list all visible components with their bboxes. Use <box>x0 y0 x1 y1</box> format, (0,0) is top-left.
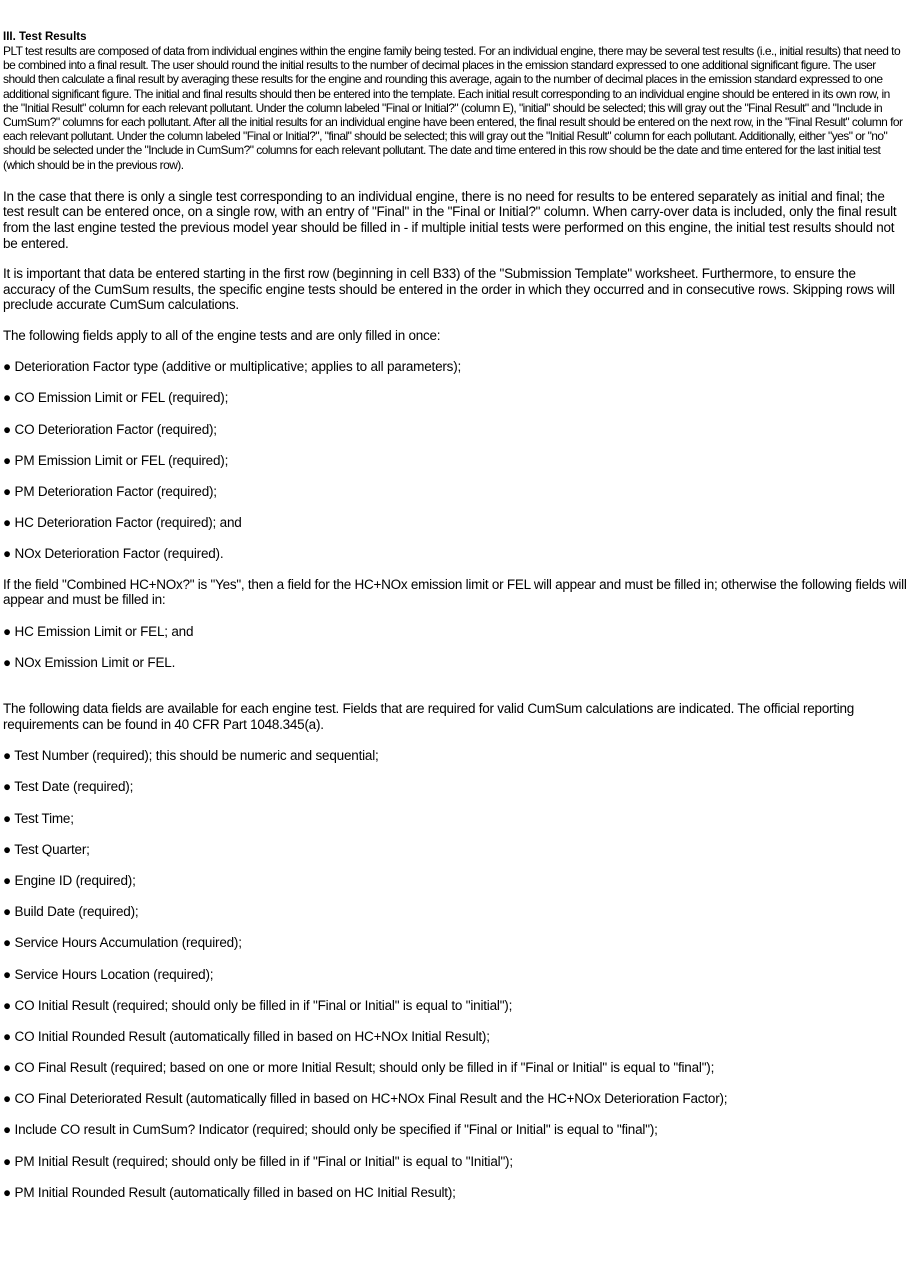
once-field-text: PM Emission Limit or FEL (required); <box>14 452 229 468</box>
section-heading: III. Test Results <box>3 31 87 43</box>
bullet-icon: ● <box>3 359 11 375</box>
bullet-icon: ● <box>3 841 11 857</box>
test-field-text: CO Final Deteriorated Result (automatically filled in based on HC+NOx Final Result and the HC+NOx Deterioration Factor); <box>14 1091 728 1107</box>
each-test-paragraph: The following data fields are available for each engine test. Fields that are required for valid CumSum calculations are indicated. The official reporting requirements can be found in 40 CFR Part 1048.345(a). <box>3 701 854 733</box>
combined-fields-list <box>3 624 907 671</box>
bullet-icon: ● <box>3 421 11 437</box>
bullet-icon: ● <box>3 1184 11 1200</box>
test-field-text: CO Initial Result (required; should only be filled in if "Final or Initial" is equal to "initial"); <box>14 997 513 1013</box>
once-field-text: PM Deterioration Factor (required); <box>14 483 217 499</box>
combined-paragraph: If the field "Combined HC+NOx?" is "Yes", then a field for the HC+NOx emission limit or FEL will appear and must be filled in; otherwise the following fields will appear and must be filled in: <box>3 576 907 608</box>
once-field-item <box>3 453 907 469</box>
test-field-item <box>3 998 907 1014</box>
bullet-icon: ● <box>3 872 11 888</box>
test-field-item <box>3 1154 907 1170</box>
bullet-icon: ● <box>3 966 11 982</box>
test-field-item <box>3 842 907 858</box>
bullet-icon: ● <box>3 483 11 499</box>
intro-paragraph: PLT test results are composed of data from individual engines within the engine family being tested. For an individual engine, there may be several test results (i.e., initial results) that need to be combined into a final result. The user should round the initial results to the number of decimal places in the emission standard expressed to one additional significant figure. The user should then calculate a final result by averaging these results for the engine and rounding this average, again to the number of decimal places in the emission standard expressed to one additional significant figure. The initial and final results should then be entered into the template. Each initial result corresponding to an individual engine should be entered in its own row, in the "Initial Result" column for each relevant pollutant. Under the column labeled "Final or Initial?" (column E), "initial" should be selected; this will gray out the "Final Result" and "Include in CumSum?" columns for each pollutant. After all the initial results for an individual engine have been entered, the final result should be entered on the next row, in the "Final Result" column for each relevant pollutant. Under the column labeled "Final or Initial?", "final" should be selected; this will gray out the "Initial Result" column for each pollutant. Additionally, either "yes" or "no" should be selected under the "Include in CumSum?" columns for each relevant pollutant. The date and time entered in this row should be the date and time entered for the last initial test (which should be in the previous row). <box>3 44 903 172</box>
test-field-text: Include CO result in CumSum? Indicator (required; should only be specified if "Final or Initial" is equal to "final"); <box>14 1122 658 1138</box>
fields-once-paragraph: The following fields apply to all of the engine tests and are only filled in once: <box>3 327 441 343</box>
bullet-icon: ● <box>3 452 11 468</box>
test-field-text: Test Quarter; <box>14 841 90 857</box>
bullet-icon: ● <box>3 1060 11 1076</box>
once-field-text: Deterioration Factor type (additive or multiplicative; applies to all parameters); <box>14 359 462 375</box>
bullet-icon: ● <box>3 810 11 826</box>
bullet-icon: ● <box>3 654 11 670</box>
bullet-icon: ● <box>3 515 11 531</box>
once-field-text: HC Deterioration Factor (required); and <box>14 515 242 531</box>
test-field-item <box>3 811 907 827</box>
bullet-icon: ● <box>3 1028 11 1044</box>
test-field-text: PM Initial Rounded Result (automatically filled in based on HC Initial Result); <box>14 1184 456 1200</box>
bullet-icon: ● <box>3 904 11 920</box>
combined-field-item <box>3 624 907 640</box>
bullet-icon: ● <box>3 779 11 795</box>
document-page <box>3 30 907 1200</box>
once-field-item <box>3 484 907 500</box>
once-field-item <box>3 422 907 438</box>
test-field-item <box>3 935 907 951</box>
test-field-item <box>3 748 907 764</box>
test-field-text: Test Date (required); <box>14 779 134 795</box>
bullet-icon: ● <box>3 748 11 764</box>
once-fields-list <box>3 359 907 562</box>
test-field-text: CO Final Result (required; based on one or more Initial Result; should only be filled in if "Final or Initial" is equal to "final"); <box>14 1060 715 1076</box>
bullet-icon: ● <box>3 546 11 562</box>
test-fields-list <box>3 748 907 1200</box>
test-field-item <box>3 1122 907 1138</box>
test-field-text: CO Initial Rounded Result (automatically filled in based on HC+NOx Initial Result); <box>14 1028 490 1044</box>
once-field-text: NOx Deterioration Factor (required). <box>14 546 224 562</box>
once-field-item <box>3 359 907 375</box>
test-field-item <box>3 1060 907 1076</box>
test-field-item <box>3 1029 907 1045</box>
test-field-item <box>3 779 907 795</box>
test-field-text: Test Number (required); this should be numeric and sequential; <box>14 748 379 764</box>
test-field-text: PM Initial Result (required; should only be filled in if "Final or Initial" is equal to "Initial"); <box>14 1153 513 1169</box>
bullet-icon: ● <box>3 1091 11 1107</box>
test-field-text: Engine ID (required); <box>14 872 136 888</box>
once-field-item <box>3 546 907 562</box>
bullet-icon: ● <box>3 1122 11 1138</box>
test-field-item <box>3 873 907 889</box>
first-row-paragraph: It is important that data be entered starting in the first row (beginning in cell B33) of the "Submission Template" worksheet. Furthermore, to ensure the accuracy of the CumSum results, the specific engine tests should be entered in the order in which they occurred and in consecutive rows. Skipping rows will preclude accurate CumSum calculations. <box>3 266 895 313</box>
once-field-text: CO Emission Limit or FEL (required); <box>14 390 229 406</box>
test-field-item <box>3 1091 907 1107</box>
bullet-icon: ● <box>3 997 11 1013</box>
test-field-text: Test Time; <box>14 810 74 826</box>
bullet-icon: ● <box>3 1153 11 1169</box>
test-field-text: Service Hours Location (required); <box>14 966 214 982</box>
bullet-icon: ● <box>3 623 11 639</box>
combined-field-text: HC Emission Limit or FEL; and <box>14 623 194 639</box>
test-field-text: Service Hours Accumulation (required); <box>14 935 242 951</box>
test-field-item <box>3 904 907 920</box>
once-field-item <box>3 390 907 406</box>
test-field-item <box>3 1185 907 1201</box>
once-field-item <box>3 515 907 531</box>
bullet-icon: ● <box>3 390 11 406</box>
single-test-paragraph: In the case that there is only a single test corresponding to an individual engine, there is no need for results to be entered separately as initial and final; the test result can be entered once, on a single row, with an entry of "Final" in the "Final or Initial?" column. When carry-over data is included, only the final result from the last engine tested the previous model year should be filled in - if multiple initial tests were performed on this engine, the initial test results should not be entered. <box>3 188 897 251</box>
test-field-item <box>3 967 907 983</box>
bullet-icon: ● <box>3 935 11 951</box>
combined-field-text: NOx Emission Limit or FEL. <box>14 654 176 670</box>
test-field-text: Build Date (required); <box>14 904 139 920</box>
combined-field-item <box>3 655 907 671</box>
once-field-text: CO Deterioration Factor (required); <box>14 421 217 437</box>
